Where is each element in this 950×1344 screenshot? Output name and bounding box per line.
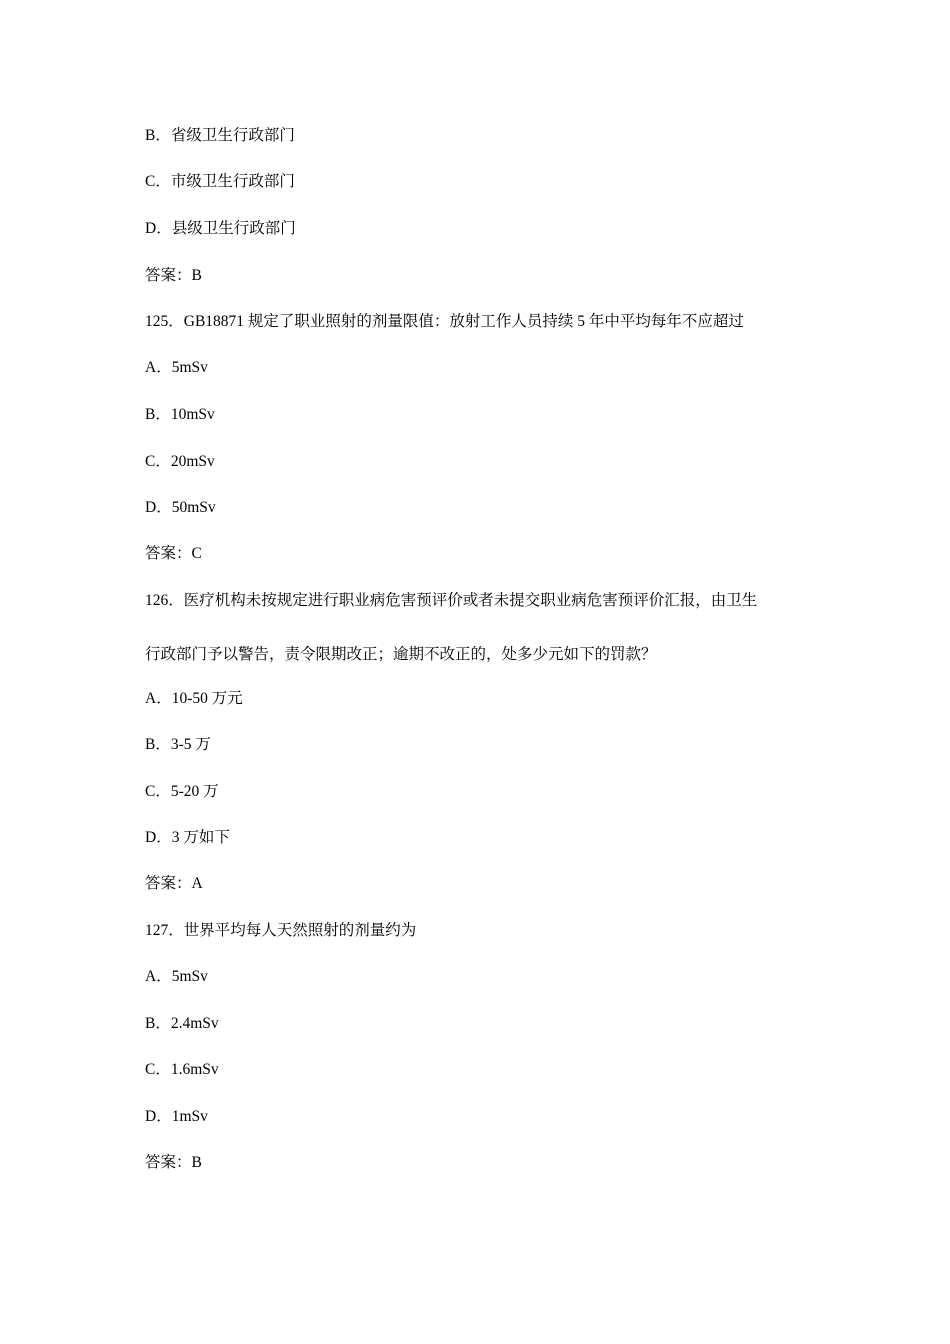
answer-q127: 答案：B	[145, 1154, 202, 1171]
option-a-q125: A．5mSv	[145, 359, 208, 376]
option-c-q125: C．20mSv	[145, 453, 215, 470]
option-b-q127: B．2.4mSv	[145, 1015, 219, 1032]
option-b-q124: B．省级卫生行政部门	[145, 127, 295, 144]
answer-q124: 答案：B	[145, 267, 202, 284]
option-b-q125: B．10mSv	[145, 406, 215, 423]
option-d-q127: D．1mSv	[145, 1108, 208, 1125]
option-a-q126: A．10-50 万元	[145, 690, 243, 707]
option-d-q126: D．3 万如下	[145, 829, 230, 846]
option-c-q127: C．1.6mSv	[145, 1061, 219, 1078]
option-c-q124: C．市级卫生行政部门	[145, 173, 295, 190]
option-d-q124: D．县级卫生行政部门	[145, 220, 296, 237]
question-126-line-2: 行政部门予以警告，责令限期改正；逾期不改正的，处多少元如下的罚款？	[145, 646, 657, 663]
option-a-q127: A．5mSv	[145, 968, 208, 985]
question-127: 127．世界平均每人天然照射的剂量约为	[145, 922, 417, 939]
answer-q125: 答案：C	[145, 545, 202, 562]
option-d-q125: D．50mSv	[145, 499, 216, 516]
answer-q126: 答案：A	[145, 875, 203, 892]
option-c-q126: C．5-20 万	[145, 783, 219, 800]
question-125: 125．GB18871 规定了职业照射的剂量限值：放射工作人员持续 5 年中平均每年不应超过	[145, 313, 744, 330]
option-b-q126: B．3-5 万	[145, 736, 211, 753]
question-126-line-1: 126．医疗机构未按规定进行职业病危害预评价或者未提交职业病危害预评价汇报，由卫生	[145, 592, 758, 609]
